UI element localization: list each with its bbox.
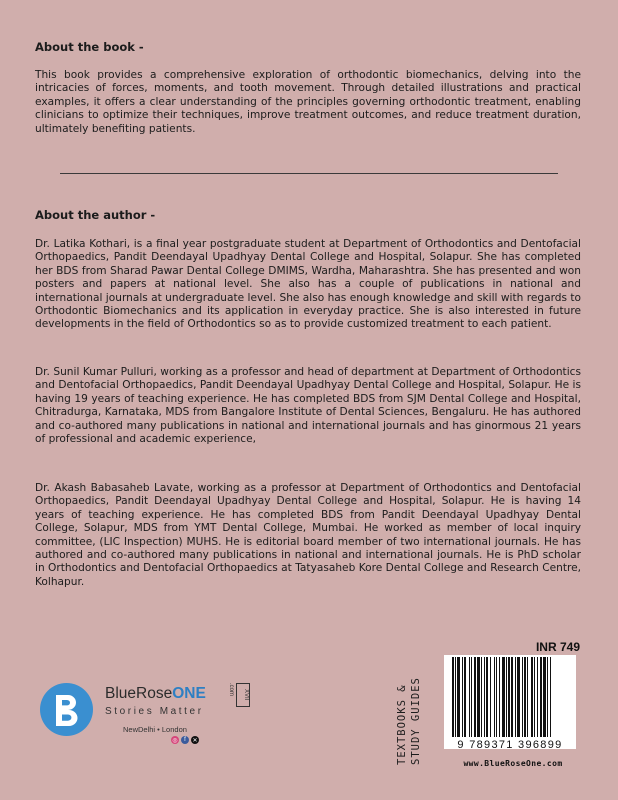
isbn-number: 9 789371 396899 [457,739,563,751]
barcode-bar [522,657,523,737]
author-bio-latika-kothari: Dr. Latika Kothari, is a final year postgraduate student at Department of Orthodontics and Dentofacial Orthopaedics, Pandit Deendayal Upadhyay Dental College and Hospital, Solapur. She has completed her BDS from Sharad Pawar Dental College DMIMS, Wardha, Maharashtra. She has presented and won posters and papers at national level. She also has a couple of publications in national and international journals at undergraduate level. She also has enough knowledge and skill with regards to Orthodontic Biomechanics and its application in everyday practice. She is also interested in future developments in the field of Orthodontics so as to provide customized treatment to each patient. [35,238,581,331]
price-label: INR 749 [535,640,580,654]
barcode-bar [550,657,551,737]
barcode-bar [547,657,548,737]
about-book-heading: About the book - [35,40,144,54]
isbn-barcode [440,655,580,765]
barcode-bar [462,657,463,737]
barcode-bar [464,657,466,737]
barcode-bar [481,657,482,737]
section-divider [60,173,558,174]
publisher-name [105,685,206,703]
x-twitter-icon: ✕ [192,737,198,744]
publisher-website: www.BlueRoseOne.com [463,759,563,768]
barcode-bar [506,657,507,737]
barcode-bar [494,657,495,737]
barcode-bar [517,657,520,737]
barcode-bar [477,657,480,737]
publisher-boxed-mark: XVII [236,683,250,707]
publisher-name-suffix: ONE [172,685,206,702]
barcode-bar [527,657,528,737]
about-book-text: This book provides a comprehensive exploration of orthodontic biomechanics, delving into the intricacies of forces, moments, and tooth movement. Through detailed illustrations and practical examples, it offers a clear understanding of the principles governing orthodontic treatment, enabling clinicians to optimize their techniques, improve treatment outcomes, and reduce treatment duration, ultimately benefiting patients. [35,69,581,135]
barcode-bar [499,657,500,737]
publisher-tagline: Stories Matter [105,706,204,717]
publisher-cities: NewDelhi • London [123,725,187,734]
barcode-bar [524,657,526,737]
barcode-bar [484,657,485,737]
barcode-bar [508,657,510,737]
bluerose-b-icon [40,683,93,736]
barcode-bar [543,657,546,737]
instagram-icon: ◎ [172,737,178,744]
barcode-bar [515,657,516,737]
barcode-bar [502,657,505,737]
barcode-bar [511,657,513,737]
publisher-domain-suffix: .com [228,683,234,697]
author-bio-sunil-kumar-pulluri: Dr. Sunil Kumar Pulluri, working as a professor and head of department at Department of Orthodontics and Dentofacial Orthopaedics, Pandit Deendayal Upadhyay Dental College and Hospital, Solapur. He is having 19 years of teaching experience. He has completed BDS from SJM Dental College and Hospital, Chitradurga, Karnataka, MDS from Bangalore Institute of Dental Sciences, Bengaluru. He has authored and co-authored many publications in national and international journals and has ginormous 21 years of professional and academic experience, [35,366,581,446]
book-category: TEXTBOOKS & STUDY GUIDES [396,677,422,765]
about-author-heading: About the author - [35,208,156,222]
barcode-bar [540,657,542,737]
barcode-bar [496,657,497,737]
barcode-bar [452,657,454,737]
barcode-bar [534,657,535,737]
barcode-bar [490,657,491,737]
barcode-bar [471,657,472,737]
barcode-bar [469,657,470,737]
barcode-bar [531,657,533,737]
barcode-bar [474,657,476,737]
barcode-bars [452,657,568,741]
publisher-name-prefix: BlueRose [105,685,173,702]
barcode-bar [455,657,456,737]
barcode-bar [457,657,460,737]
author-bio-akash-lavate: Dr. Akash Babasaheb Lavate, working as a professor at Department of Orthodontics and Dentofacial Orthopaedics, Pandit Deendayal Upadhyay Dental College and Hospital, Solapur. He is having 14 years of teaching experience. He has completed BDS from Pandit Deendayal Upadhyay Dental College, Solapur, MDS from YMT Dental College, Mumbai. He worked as member of local inquiry committee, (LIC Inspection) MUHS. He is editorial board member of two international journals. He has authored and co-authored many publications in national and international journals. He is PhD scholar in Orthodontics and Dentofacial Orthopaedics at Tatyasaheb Kore Dental College and Research Centre, Kolhapur. [35,482,581,588]
social-icons [171,736,199,744]
publisher-logo [40,683,270,763]
facebook-icon: f [181,736,189,744]
barcode-bar [486,657,488,737]
barcode-bar [537,657,538,737]
